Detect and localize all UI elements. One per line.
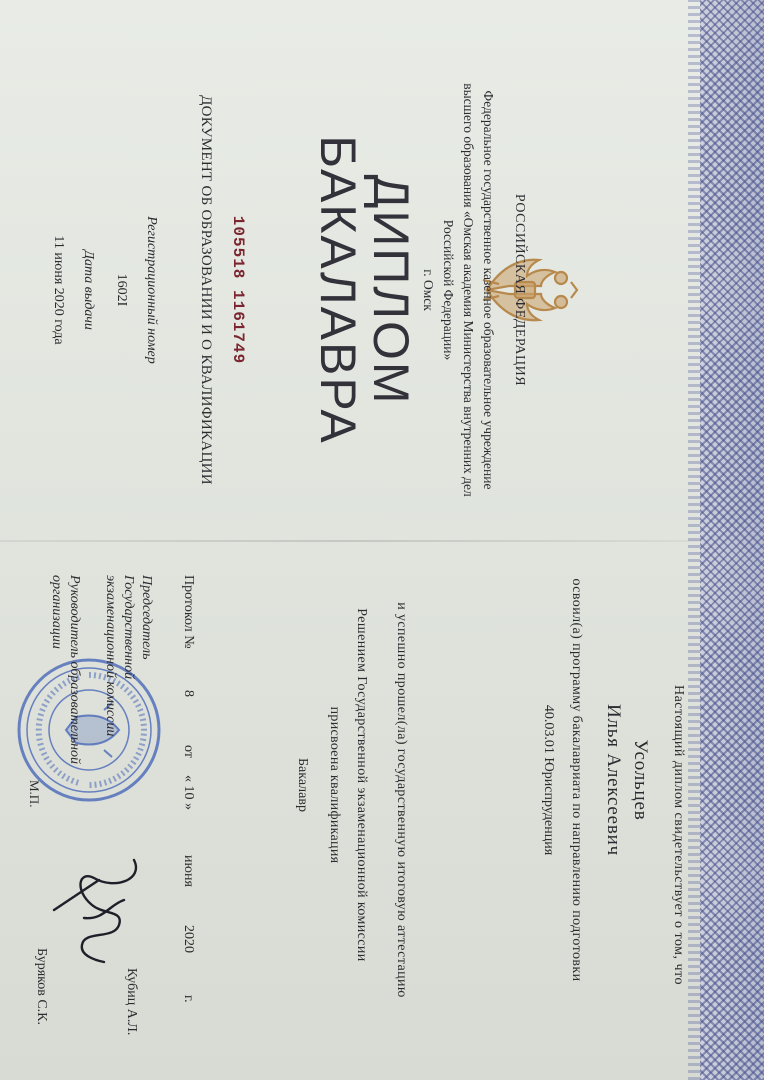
institution-line-2: высшего образования «Омская академия Министерства внутренних дел xyxy=(461,83,476,497)
chair-title-line-1: Председатель xyxy=(139,575,154,660)
chair-title-line-3: экзаменационной комиссии xyxy=(103,575,118,737)
program-code: 40.03.01 Юриспруденция xyxy=(541,704,556,856)
protocol-day: « 10 » xyxy=(181,775,196,810)
institution-city: г. Омск xyxy=(421,269,436,311)
qualification-awarded-statement: присвоена квалификация xyxy=(327,706,342,864)
country-name: РОССИЙСКАЯ ФЕДЕРАЦИЯ xyxy=(512,193,527,387)
protocol-year: 2020 xyxy=(181,925,196,953)
seal-mark: М.П. xyxy=(27,780,42,808)
qualification: Бакалавр xyxy=(295,758,310,812)
chair-title-line-2: Государственной xyxy=(121,575,136,680)
protocol-year-suffix: г. xyxy=(181,995,196,1003)
document-type: ДОКУМЕНТ ОБ ОБРАЗОВАНИИ И О КВАЛИФИКАЦИИ xyxy=(198,95,214,485)
head-title-line-1: Руководитель образовательной xyxy=(67,575,82,765)
attestation-statement: и успешно прошел(ла) государственную итоговую аттестацию xyxy=(394,602,409,998)
commission-statement: Решением Государственной экзаменационной комиссии xyxy=(354,608,369,962)
issue-date-label: Дата выдачи xyxy=(81,250,96,330)
institution-line-1: Федеральное государственное казенное образовательное учреждение xyxy=(481,90,496,490)
registration-number-label: Регистрационный номер xyxy=(144,216,159,364)
protocol-month: июня xyxy=(181,855,196,887)
diploma-title-line-1: ДИПЛОМ xyxy=(363,174,419,406)
graduate-given-names: Илья Алексеевич xyxy=(603,704,624,856)
program-statement: освоил(а) программу бакалавриата по направлению подготовки xyxy=(569,578,584,982)
diploma-title-line-2: БАКАЛАВРА xyxy=(310,135,366,445)
head-name: Буряков С.К. xyxy=(34,948,49,1026)
serial-number: 105518 1161749 xyxy=(229,215,247,365)
graduate-surname: Усольцев xyxy=(630,739,651,821)
institution-line-3: Российской Федерации» xyxy=(441,219,456,361)
protocol-label: Протокол № xyxy=(181,575,196,649)
protocol-number: 8 xyxy=(181,690,196,697)
protocol-from: от xyxy=(181,745,196,758)
certification-intro: Настоящий диплом свидетельствует о том, что xyxy=(671,684,686,986)
head-title-line-2: организации xyxy=(49,575,64,649)
registration-number: 1602I xyxy=(114,273,129,307)
handwritten-signature xyxy=(44,850,154,970)
issue-date: 11 июня 2020 года xyxy=(51,235,66,345)
chair-name: Кубиц А.Л. xyxy=(124,968,139,1036)
